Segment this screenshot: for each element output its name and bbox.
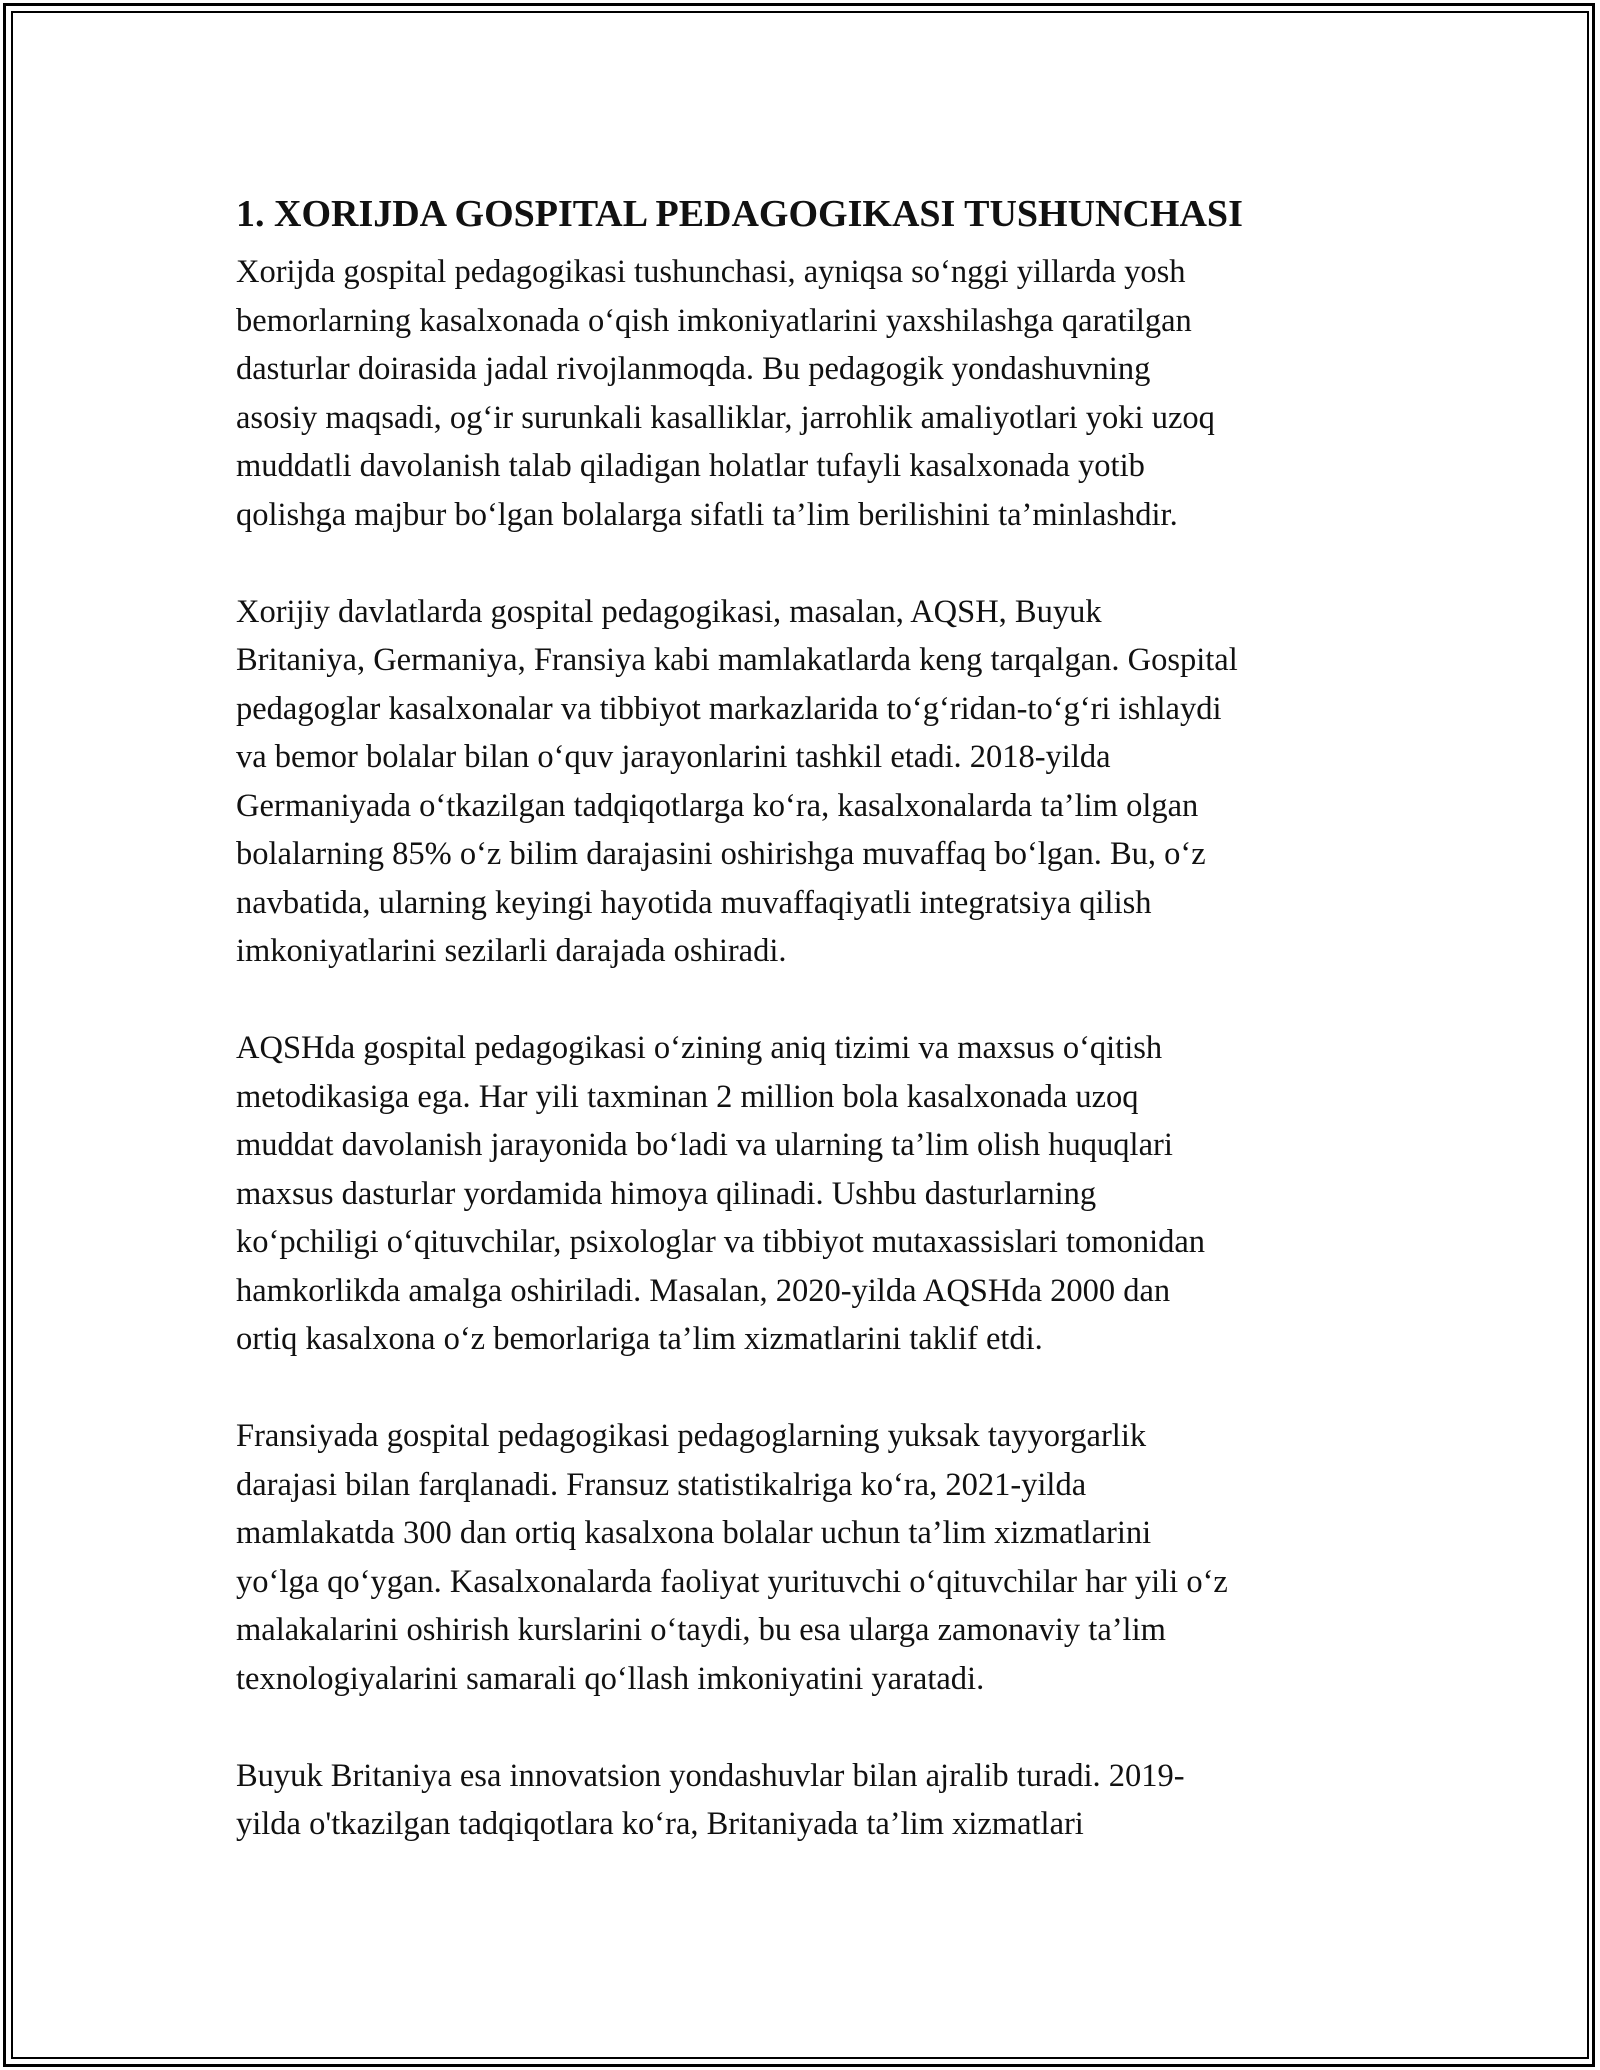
- text-line: muddat davolanish jarayonida bo‘ladi va ularning ta’lim olish huquqlari: [236, 1127, 1173, 1163]
- document-body: [236, 186, 1396, 1897]
- text-line: malakalarini oshirish kurslarini o‘taydi, bu esa ularga zamonaviy ta’lim: [236, 1612, 1166, 1648]
- text-line: maxsus dasturlar yordamida himoya qilinadi. Ushbu dasturlarning: [236, 1175, 1097, 1212]
- text-line: Germaniyada o‘tkazilgan tadqiqotlarga ko‘ra, kasalxonalarda ta’lim olgan: [236, 787, 1199, 824]
- text-line: navbatida, ularning keyingi hayotida muvaffaqiyatli integratsiya qilish: [236, 884, 1152, 921]
- text-line: yo‘lga qo‘ygan. Kasalxonalarda faoliyat yurituvchi o‘qituvchilar har yili o‘z: [236, 1563, 1228, 1600]
- text-line: Xorijda gospital pedagogikasi tushunchasi, ayniqsa so‘nggi yillarda yosh: [236, 254, 1186, 290]
- text-line: Xorijiy davlatlarda gospital pedagogikasi, masalan, AQSH, Buyuk: [236, 593, 1102, 630]
- paragraph: [236, 1412, 1396, 1703]
- text-line: hamkorlikda amalga oshiriladi. Masalan, 2020-yilda AQSHda 2000 dan: [236, 1272, 1171, 1309]
- text-line: texnologiyalarini samarali qo‘llash imkoniyatini yaratadi.: [236, 1660, 985, 1697]
- paragraph: [236, 1752, 1396, 1849]
- paragraph: [236, 248, 1396, 539]
- text-line: Fransiyada gospital pedagogikasi pedagoglarning yuksak tayyorgarlik: [236, 1418, 1147, 1454]
- text-line: ortiq kasalxona o‘z bemorlariga ta’lim xizmatlarini taklif etdi.: [236, 1321, 1043, 1357]
- text-line: qolishga majbur bo‘lgan bolalarga sifatli ta’lim berilishini ta’minlashdir.: [236, 496, 1178, 533]
- paragraph: [236, 588, 1396, 976]
- text-line: va bemor bolalar bilan o‘quv jarayonlarini tashkil etadi. 2018-yilda: [236, 739, 1111, 775]
- text-line: muddatli davolanish talab qiladigan holatlar tufayli kasalxonada yotib: [236, 448, 1145, 484]
- paragraph-list: [236, 248, 1396, 1849]
- text-line: mamlakatda 300 dan ortiq kasalxona bolalar uchun ta’lim xizmatlarini: [236, 1515, 1152, 1551]
- text-line: ko‘pchiligi o‘qituvchilar, psixologlar va tibbiyot mutaxassislari tomonidan: [236, 1224, 1206, 1260]
- paragraph: [236, 1024, 1396, 1364]
- text-line: asosiy maqsadi, og‘ir surunkali kasalliklar, jarrohlik amaliyotlari yoki uzoq: [236, 399, 1215, 436]
- text-line: AQSHda gospital pedagogikasi o‘zining aniq tizimi va maxsus o‘qitish: [236, 1030, 1163, 1066]
- text-line: Buyuk Britaniya esa innovatsion yondashuvlar bilan ajralib turadi. 2019-: [236, 1757, 1185, 1794]
- text-line: imkoniyatlarini sezilarli darajada oshiradi.: [236, 933, 787, 969]
- text-line: Britaniya, Germaniya, Fransiya kabi mamlakatlarda keng tarqalgan. Gospital: [236, 642, 1238, 678]
- section-heading: 1. XORIJDA GOSPITAL PEDAGOGIKASI TUSHUNCHASI: [236, 193, 1243, 235]
- text-line: bolalarning 85% o‘z bilim darajasini oshirishga muvaffaq bo‘lgan. Bu, o‘z: [236, 836, 1206, 872]
- text-line: metodikasiga ega. Har yili taxminan 2 million bola kasalxonada uzoq: [236, 1078, 1139, 1115]
- text-line: darajasi bilan farqlanadi. Fransuz statistikalriga ko‘ra, 2021-yilda: [236, 1466, 1087, 1503]
- text-line: bemorlarning kasalxonada o‘qish imkoniyatlarini yaxshilashga qaratilgan: [236, 302, 1192, 339]
- text-line: dasturlar doirasida jadal rivojlanmoqda. Bu pedagogik yondashuvning: [236, 351, 1151, 387]
- text-line: yilda o'tkazilgan tadqiqotlara ko‘ra, Britaniyada ta’lim xizmatlari: [236, 1806, 1084, 1842]
- text-line: pedagoglar kasalxonalar va tibbiyot markazlarida to‘g‘ridan-to‘g‘ri ishlaydi: [236, 690, 1222, 727]
